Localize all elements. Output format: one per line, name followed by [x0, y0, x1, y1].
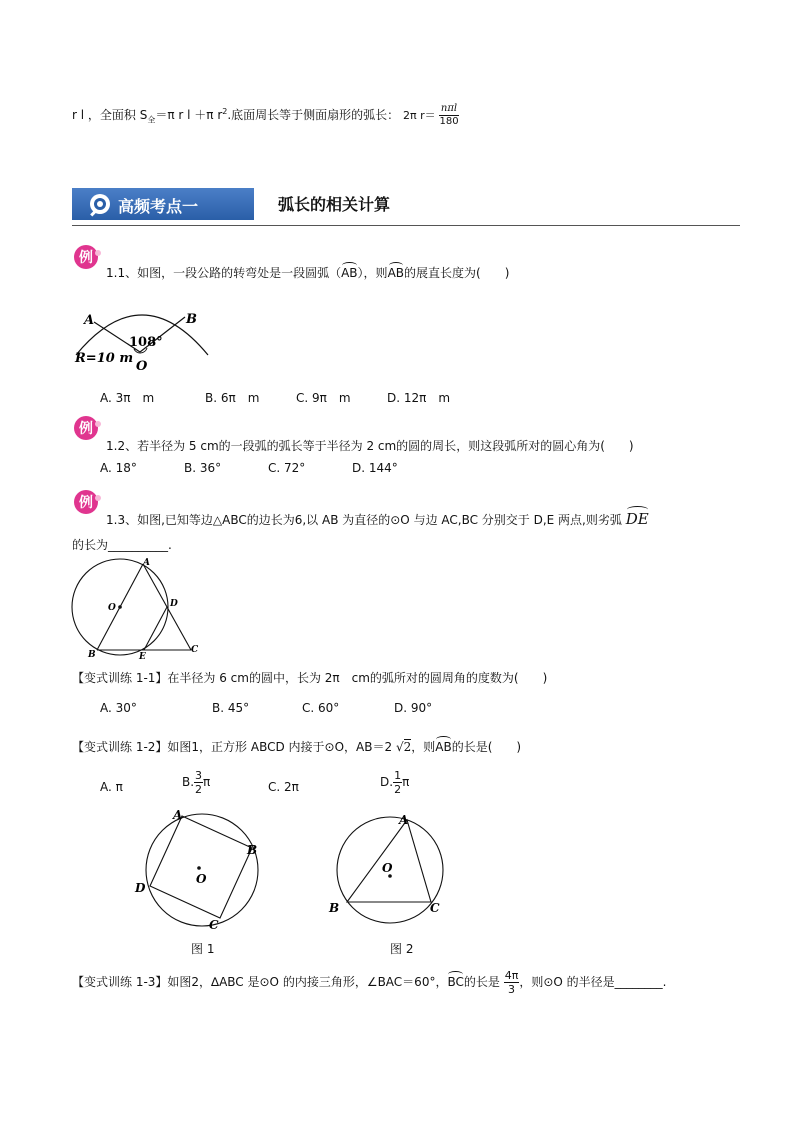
fig1-label-c: C — [209, 918, 219, 932]
variant-1-2-option-c: C. 2π — [268, 780, 299, 794]
example-1-option-c: C. 9π m — [296, 391, 351, 405]
opt-b-fraction — [194, 770, 203, 795]
opt-b-den: 2 — [195, 783, 203, 796]
fig2-label-o: O — [382, 861, 393, 875]
arc-bc: BC — [447, 975, 464, 989]
fig3-label-b: B — [88, 650, 96, 660]
figure-2-caption: 图 2 — [390, 942, 414, 956]
variant-1-2-option-b — [182, 770, 210, 795]
label-radius: R=10 m — [75, 351, 134, 366]
intro-subscript: 全 — [147, 115, 156, 125]
variant-1-2-option-a: A. π — [100, 780, 123, 794]
fig1-label-o: O — [196, 872, 207, 886]
label-o: O — [136, 359, 148, 374]
intro-formula-fraction — [439, 104, 458, 127]
fig2-label-b: B — [329, 901, 340, 915]
example-3-question — [106, 510, 649, 528]
example-2-option-d: D. 144° — [352, 461, 398, 475]
variant-1-3-question — [72, 970, 666, 995]
road-arc-figure — [72, 300, 222, 380]
opt-b-prefix: B. — [182, 775, 195, 789]
variant-1-1-option-c: C. 60° — [302, 701, 340, 715]
variant-1-2-option-d — [380, 770, 409, 795]
variant-1-2-question — [72, 738, 521, 755]
arc-ab-2: AB — [387, 266, 405, 280]
fig3-label-a: A — [143, 558, 150, 568]
section-title: 弧长的相关计算 — [278, 195, 391, 214]
fig1-label-d: D — [135, 881, 146, 895]
sqrt-radicand: 2 — [403, 740, 412, 754]
v12-mid: ，则 — [411, 740, 436, 754]
fig3-label-o: O — [108, 603, 116, 613]
opt-d-pi: π — [402, 775, 410, 789]
q1-pre: 1.1、如图，一段公路的转弯处是一段圆弧（ — [106, 266, 342, 280]
opt-d-fraction — [393, 770, 402, 795]
variant-1-1-option-d: D. 90° — [394, 701, 433, 715]
example-2-option-b: B. 36° — [184, 461, 222, 475]
v13-frac-num: 4π — [504, 969, 519, 982]
v12-end: 的长是( ) — [451, 740, 522, 754]
example-badge-1: 例 — [74, 245, 98, 269]
intro-text-end: .底面周长等于侧面扇形的弧长： — [227, 108, 400, 122]
v13-end: ，则⊙O 的半径是________. — [519, 975, 667, 989]
example-badge-3: 例 — [74, 490, 98, 514]
intro-formula-left: 2π r＝ — [403, 109, 436, 122]
section-divider — [72, 225, 740, 226]
fig3-label-c: C — [191, 645, 199, 655]
v13-mid: 的长是 — [463, 975, 500, 989]
opt-d-den: 2 — [394, 783, 402, 796]
example-2-option-c: C. 72° — [268, 461, 306, 475]
label-b: B — [186, 312, 197, 327]
example-badge-2: 例 — [74, 416, 98, 440]
example-1-option-a: A. 3π m — [100, 391, 155, 405]
example-1-option-d: D. 12π m — [387, 391, 451, 405]
intro-superscript: 2 — [222, 107, 228, 116]
arc-ab-3: AB — [435, 740, 452, 754]
opt-d-prefix: D. — [380, 775, 394, 789]
example-2-option-a: A. 18° — [100, 461, 137, 475]
example-3-question-line2: 的长为__________. — [72, 538, 172, 552]
q1-end: 的展直长度为( ) — [404, 266, 510, 280]
opt-d-num: 1 — [394, 769, 402, 782]
fig1-label-a: A — [173, 808, 183, 822]
formula-numerator: nπl — [440, 103, 458, 114]
q1-mid: ），则 — [357, 266, 388, 280]
figure-1-square-in-circle — [132, 806, 272, 932]
v13-frac-den: 3 — [508, 983, 516, 996]
example-1-question — [106, 264, 509, 281]
fig3-label-d: D — [170, 599, 178, 609]
opt-b-num: 3 — [195, 769, 203, 782]
fig1-label-b: B — [247, 843, 258, 857]
q3-text: 1.3、如图,已知等边△ABC的边长为6,以 AB 为直径的⊙O 与边 AC,BC 分别交于 D,E 两点,则劣弧 — [106, 513, 622, 527]
variant-1-1-option-a: A. 30° — [100, 701, 137, 715]
v13-fraction — [504, 970, 520, 995]
fig2-label-c: C — [430, 901, 440, 915]
variant-1-1-option-b: B. 45° — [212, 701, 250, 715]
sqrt-symbol: √2 — [395, 740, 412, 754]
arc-ab-1: AB — [341, 266, 358, 280]
intro-formula-line — [72, 104, 459, 127]
fig3-label-e: E — [139, 652, 146, 660]
figure-2-triangle-in-circle — [322, 810, 458, 928]
variant-1-1-question: 【变式训练 1-1】在半径为 6 cm的圆中，长为 2π cm的弧所对的圆周角的度数为( ) — [72, 671, 548, 685]
example-2-question: 1.2、若半径为 5 cm的一段弧的弧长等于半径为 2 cm的圆的周长，则这段弧所对的圆心角为( ) — [106, 439, 634, 453]
figure-1-caption: 图 1 — [191, 942, 215, 956]
formula-denominator: 180 — [439, 116, 459, 127]
v13-pre: 【变式训练 1-3】如图2，∆ABC 是⊙O 的内接三角形，∠BAC＝60°， — [72, 975, 448, 989]
intro-text-start: r l ，全面积 S — [72, 108, 148, 122]
intro-text-mid: ＝π r l ＋π r — [155, 108, 223, 122]
label-angle: 108° — [129, 335, 163, 350]
opt-b-pi: π — [203, 775, 211, 789]
magnifier-icon — [86, 190, 116, 220]
v12-pre: 【变式训练 1-2】如图1，正方形 ABCD 内接于⊙O，AB＝2 — [72, 740, 393, 754]
section-badge-text: 高频考点一 — [118, 197, 199, 216]
fig2-label-a: A — [399, 813, 409, 827]
label-a: A — [84, 313, 95, 328]
arc-de: DE — [625, 510, 649, 528]
example-1-option-b: B. 6π m — [205, 391, 260, 405]
triangle-circle-figure — [70, 556, 210, 660]
